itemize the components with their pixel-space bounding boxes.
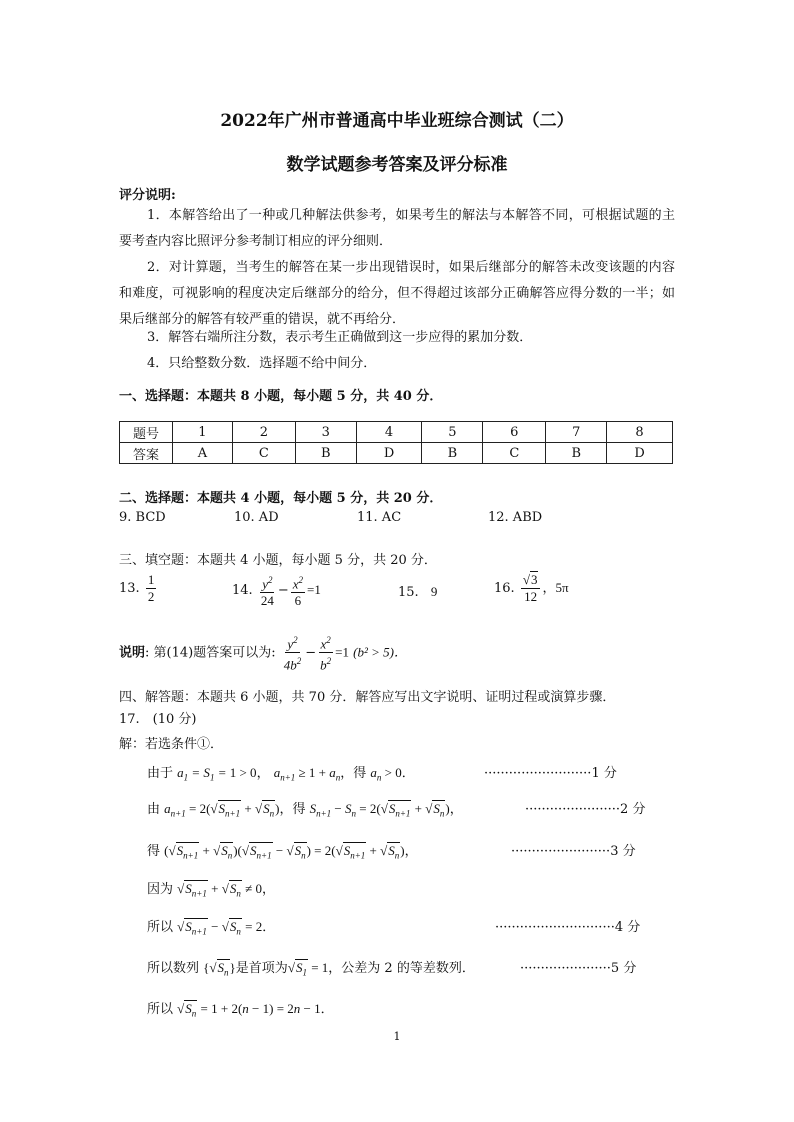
- answer-11: 11. AC: [357, 510, 402, 525]
- fill-15: [398, 584, 437, 600]
- question-number: 15.: [398, 585, 419, 600]
- score-1: ··························1 分: [484, 766, 617, 781]
- score-5: ······················5 分: [520, 961, 637, 976]
- table-cell: B: [422, 443, 483, 464]
- table-cell: C: [232, 443, 295, 464]
- fraction: $\frac{y^2}{24}$: [259, 572, 276, 609]
- table-cell: B: [295, 443, 356, 464]
- table-cell: 2: [232, 422, 295, 443]
- answer-table: [119, 421, 673, 464]
- answer-12: 12. ABD: [488, 510, 543, 525]
- numerator: 1: [147, 572, 155, 587]
- table-cell: 7: [546, 422, 607, 443]
- answer-9: 9. BCD: [119, 510, 166, 525]
- note-1: 1．本解答给出了一种或几种解法供参考，如果考生的解法与本解答不同，可根据试题的主要考查内容比照评分参考制订相应的评分细则．: [119, 208, 675, 249]
- step-2: 由 $a_{n+1} = 2(√S_{n+1} + √S_n)$，得 $S_{n+1} - S_n = 2(√S_{n+1} + √S_n)$，: [147, 801, 463, 819]
- answer-value: 9: [430, 584, 438, 599]
- step-1: 由于 $a_1 = S_1 = 1 > 0$， $a_{n+1} \ge 1 + a_n$，得 $a_n > 0$．: [147, 765, 415, 783]
- denominator: 12: [524, 589, 538, 604]
- table-cell: 3: [295, 422, 356, 443]
- section-4-heading: 四、解答题：本题共 6 小题，共 70 分．解答应写出文字说明、证明过程或演算步骤．: [119, 690, 616, 705]
- answer-extra: ，5π: [542, 580, 569, 595]
- fraction: $\frac{x^2}{b^2}$: [318, 632, 333, 674]
- denominator: 6: [294, 593, 302, 609]
- radicand: 3: [530, 572, 538, 587]
- score-4: ·····························4 分: [495, 920, 641, 935]
- notes-heading: 评分说明:: [119, 188, 176, 203]
- fill-14: 14. $\frac{y^2}{24}$ − $\frac{x^2}{6}$ =1: [232, 572, 321, 609]
- table-cell: B: [546, 443, 607, 464]
- question-number: 13.: [119, 581, 140, 596]
- step-3: 得 $(√S_{n+1} + √S_n)(√S_{n+1} - √S_n) = 2(√S_{n+1} + √S_n)$，: [147, 843, 418, 861]
- fraction: $\frac{x^2}{6}$: [291, 572, 305, 609]
- step-4: 因为 $√S_{n+1} + √S_n \ne 0$，: [147, 881, 276, 899]
- remark-label: 说明: [119, 645, 146, 661]
- fill-16: [494, 572, 569, 605]
- fraction: $\frac{y^2}{4b^2}$: [282, 632, 304, 674]
- step-6: 所以数列 $\{√S_n\}$是首项为$√S_1 = 1$，公差为 2 的等差数列．: [147, 960, 475, 978]
- section-3-heading: 三、填空题：本题共 4 小题，每小题 5 分，共 20 分．: [119, 553, 437, 568]
- section-2-heading: 二、选择题：本题共 4 小题，每小题 5 分，共 20 分．: [119, 491, 443, 506]
- question-number: 16.: [494, 581, 515, 596]
- table-cell: D: [607, 443, 673, 464]
- step-7: 所以 $√S_n = 1 + 2(n - 1) = 2n - 1$．: [147, 1001, 334, 1019]
- fraction: [146, 572, 157, 605]
- page-title: 2022年广州市普通高中毕业班综合测试（二）: [220, 111, 574, 131]
- table-cell: 题号: [120, 422, 173, 443]
- table-cell: 5: [422, 422, 483, 443]
- step-5: 所以 $√S_{n+1} - √S_n = 2$．: [147, 919, 276, 937]
- table-cell: D: [356, 443, 422, 464]
- table-cell: A: [173, 443, 233, 464]
- table-cell: C: [483, 443, 546, 464]
- fill-13: [119, 572, 158, 605]
- table-cell: 6: [483, 422, 546, 443]
- table-cell: 4: [356, 422, 422, 443]
- equation-rhs: =1: [307, 582, 321, 598]
- remark: 说明: 第(14)题答案可以为: $\frac{y^2}{4b^2}$ − $\frac{x^2}{b^2}$ =1 (b² > 5)．: [119, 632, 407, 674]
- table-cell: 8: [607, 422, 673, 443]
- numerator: y: [262, 576, 268, 592]
- note-4: 4．只给整数分数．选择题不给中间分．: [147, 356, 377, 371]
- table-cell: 1: [173, 422, 233, 443]
- remark-text: : 第(14)题答案可以为:: [145, 645, 276, 661]
- q17-intro: 解：若选条件①．: [119, 737, 224, 752]
- fraction: $\frac{√3}{12}$: [521, 572, 541, 605]
- answer-10: 10. AD: [234, 510, 279, 525]
- question-number: 14.: [232, 583, 253, 599]
- numerator: x: [292, 576, 299, 592]
- note-3: 3．解答右端所注分数，表示考生正确做到这一步应得的累加分数．: [147, 330, 533, 345]
- table-row: [120, 443, 673, 464]
- score-2: ·······················2 分: [525, 802, 646, 817]
- page-subtitle: 数学试题参考答案及评分标准: [286, 155, 508, 175]
- table-row: [120, 422, 673, 443]
- remark-condition: (b² > 5)．: [353, 644, 407, 660]
- denominator: 24: [260, 593, 274, 609]
- note-2: 2．对计算题，当考生的解答在某一步出现错误时，如果后继部分的解答未改变该题的内容和难度，可视影响的程度决定后继部分的给分，但不得超过该部分正确解答应得分数的一半；如果后继部分的解答有较严重的错误，就不再给分．: [119, 260, 675, 327]
- table-cell: 答案: [120, 443, 173, 464]
- section-1-heading: 一、选择题：本题共 8 小题，每小题 5 分，共 40 分．: [119, 389, 443, 404]
- score-3: ························3 分: [511, 844, 636, 859]
- q17-heading: 17. (10 分): [119, 712, 197, 727]
- page-number: 1: [393, 1030, 401, 1043]
- denominator: 2: [147, 589, 155, 604]
